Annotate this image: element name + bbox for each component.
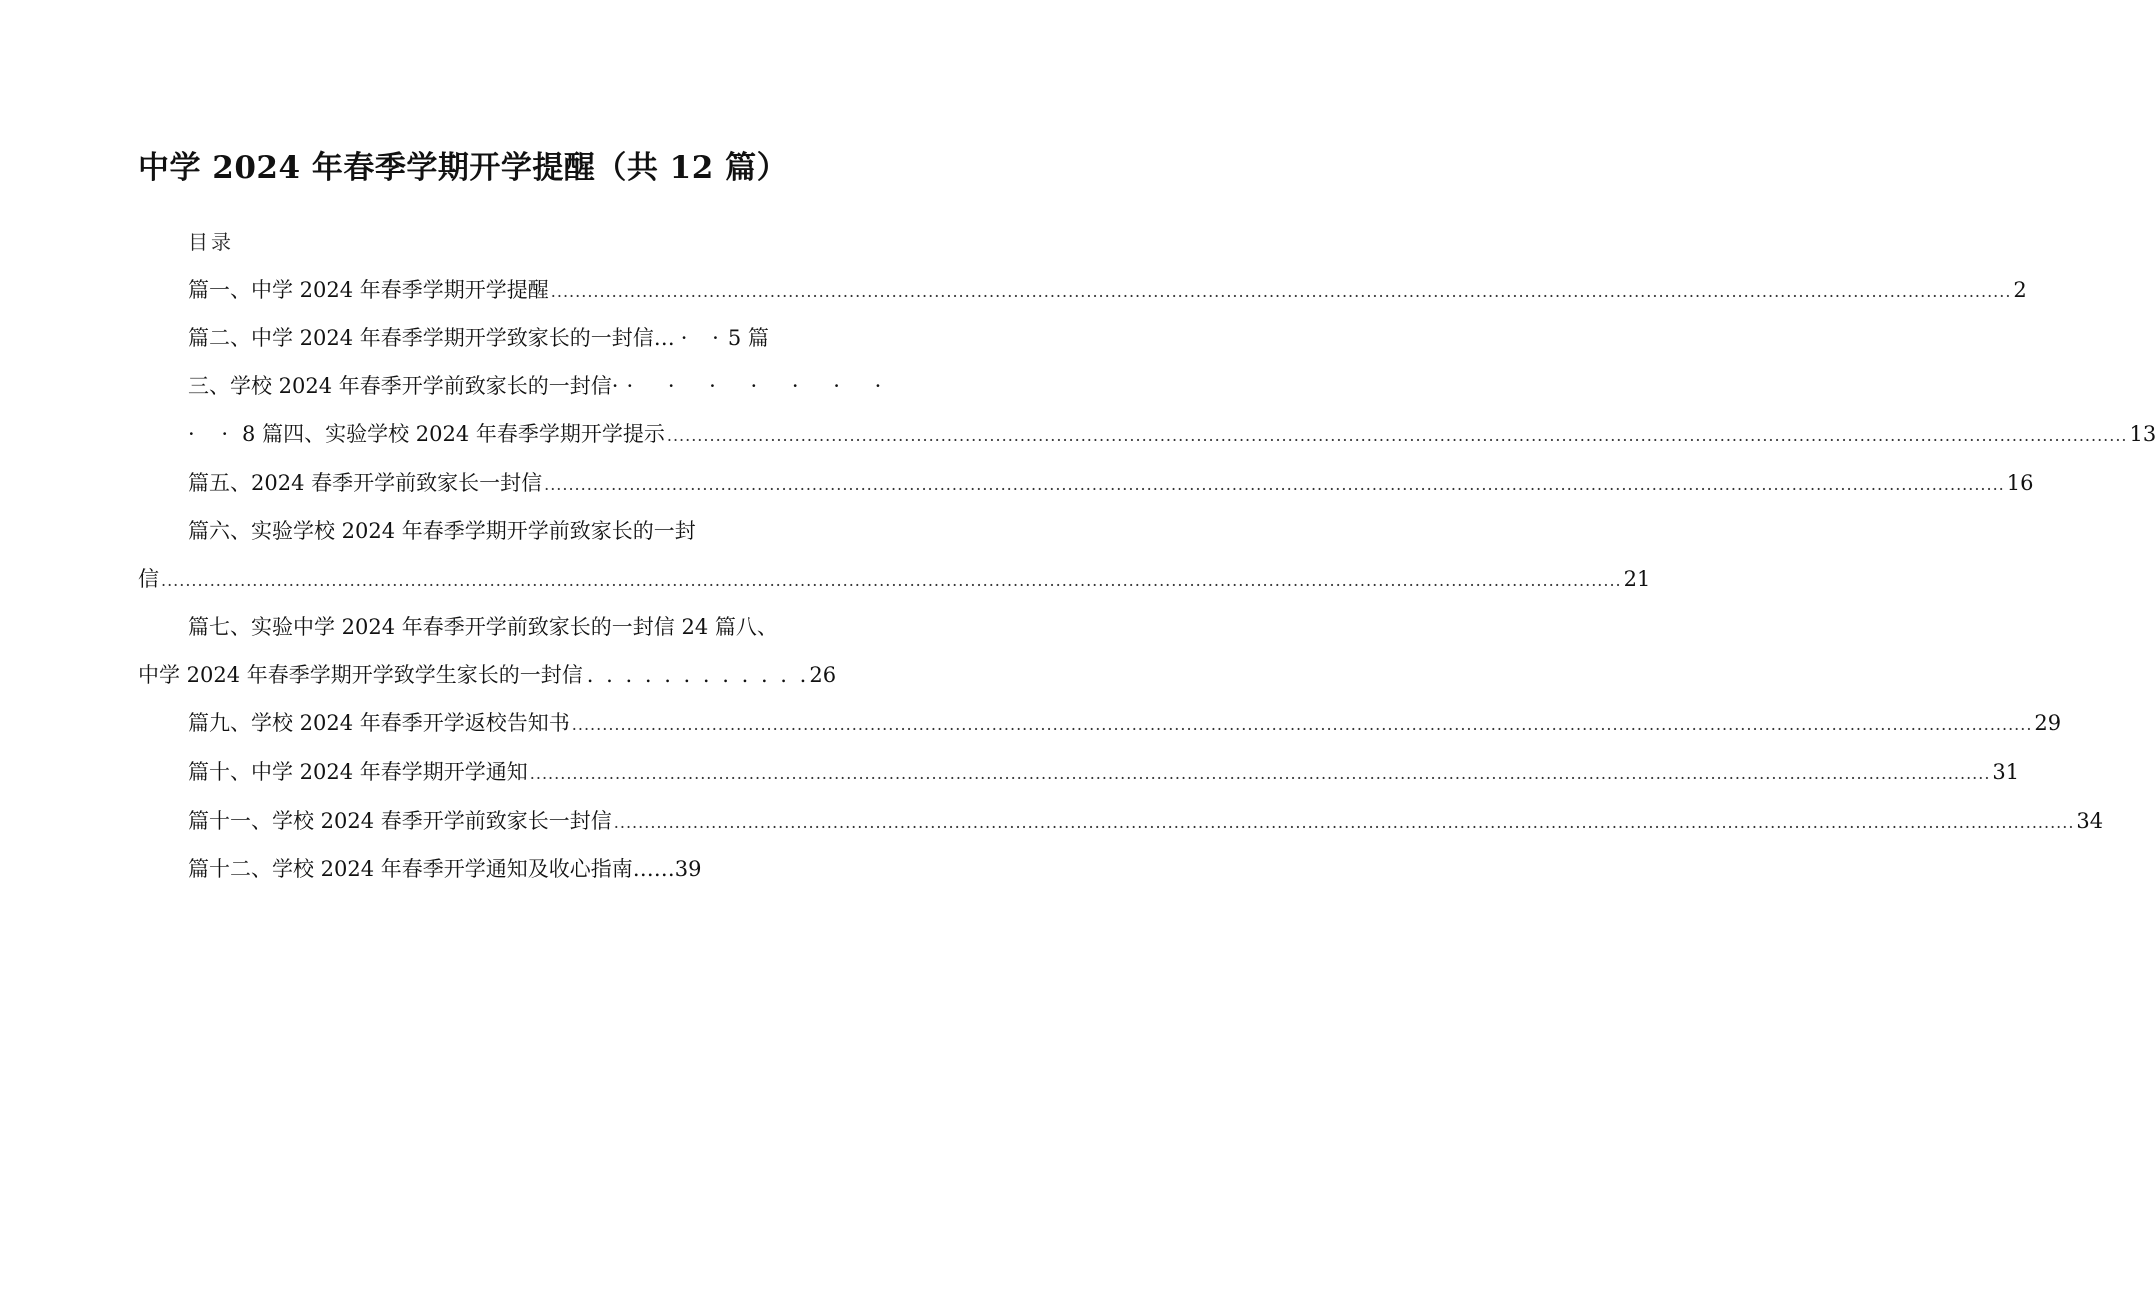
toc-entry-text: 篇六、实验学校 2024 年春季学期开学前致家长的一封 bbox=[188, 519, 696, 543]
toc-leader-dots bbox=[572, 709, 2033, 741]
toc-entry-text: 篇二、中学 2024 年春季学期开学致家长的一封信… bbox=[188, 326, 675, 350]
toc-entry-1[interactable] bbox=[188, 274, 2027, 308]
toc-leader-dots bbox=[614, 807, 2075, 839]
toc-entry-text: 篇十、中学 2024 年春学期开学通知 bbox=[188, 760, 528, 784]
toc-entry-text: 中学 2024 年春季学期开学致学生家长的一封信 bbox=[138, 663, 583, 687]
toc-entry-page: 29 bbox=[2034, 711, 2062, 735]
toc-dots: · · · · · · · bbox=[626, 374, 896, 398]
toc-dots: · · bbox=[188, 422, 239, 446]
toc-dots: …… bbox=[632, 857, 675, 881]
toc-entry-text: 8 篇四、实验学校 2024 年春季学期开学提示 bbox=[242, 422, 665, 446]
document-title: 中学 2024 年春季学期开学提醒（共 12 篇） bbox=[138, 150, 789, 186]
toc-entry-4[interactable] bbox=[188, 418, 2156, 452]
toc-entry-8[interactable] bbox=[138, 659, 837, 691]
toc-entry-text: 篇九、学校 2024 年春季开学返校告知书 bbox=[188, 711, 570, 735]
toc-entry-text: 信 bbox=[138, 567, 159, 591]
toc-dots: . . . . . . . . . . . . bbox=[586, 663, 810, 687]
toc-entry-11[interactable] bbox=[188, 805, 2104, 839]
toc-entry-page: 2 bbox=[2013, 278, 2027, 302]
toc-entry-12[interactable] bbox=[188, 853, 702, 885]
toc-entry-6[interactable] bbox=[188, 515, 696, 547]
toc-entry-text: 篇十二、学校 2024 年春季开学通知及收心指南 bbox=[188, 857, 633, 881]
toc-entry-9[interactable] bbox=[188, 707, 2062, 741]
toc-heading: 目录 bbox=[188, 230, 234, 254]
toc-entry-3[interactable] bbox=[188, 370, 895, 402]
toc-leader-dots bbox=[667, 420, 2128, 452]
toc-entry-page: 16 bbox=[2006, 471, 2034, 495]
toc-entry-text: 篇一、中学 2024 年春季学期开学提醒 bbox=[188, 278, 549, 302]
toc-entry-tail: 5 篇 bbox=[727, 326, 769, 350]
toc-leader-dots bbox=[551, 276, 2012, 308]
toc-entry-10[interactable] bbox=[188, 756, 2020, 790]
toc-entry-text: 篇五、2024 春季开学前致家长一封信 bbox=[188, 471, 543, 495]
toc-entry-5[interactable] bbox=[188, 467, 2034, 501]
toc-leader-dots bbox=[544, 469, 2005, 501]
toc-leader-dots bbox=[161, 565, 1622, 597]
toc-entry-page: 34 bbox=[2076, 809, 2104, 833]
toc-entry-text: 篇十一、学校 2024 春季开学前致家长一封信 bbox=[188, 809, 612, 833]
toc-entry-page: 31 bbox=[1992, 760, 2020, 784]
toc-entry-6-cont[interactable] bbox=[138, 563, 1651, 597]
toc-entry-page: 21 bbox=[1623, 567, 1651, 591]
toc-dots: · · bbox=[680, 326, 728, 350]
toc-entry-7[interactable] bbox=[188, 611, 778, 643]
toc-entry-page: 26 bbox=[809, 663, 837, 687]
toc-entry-page: 39 bbox=[674, 857, 702, 881]
toc-entry-text: 三、学校 2024 年春季开学前致家长的一封信· bbox=[188, 374, 619, 398]
toc-entry-page: 13 bbox=[2129, 422, 2156, 446]
toc-leader-dots bbox=[530, 758, 1991, 790]
toc-entry-2[interactable] bbox=[188, 322, 769, 354]
toc-entry-text: 篇七、实验中学 2024 年春季开学前致家长的一封信 24 篇八、 bbox=[188, 615, 778, 639]
